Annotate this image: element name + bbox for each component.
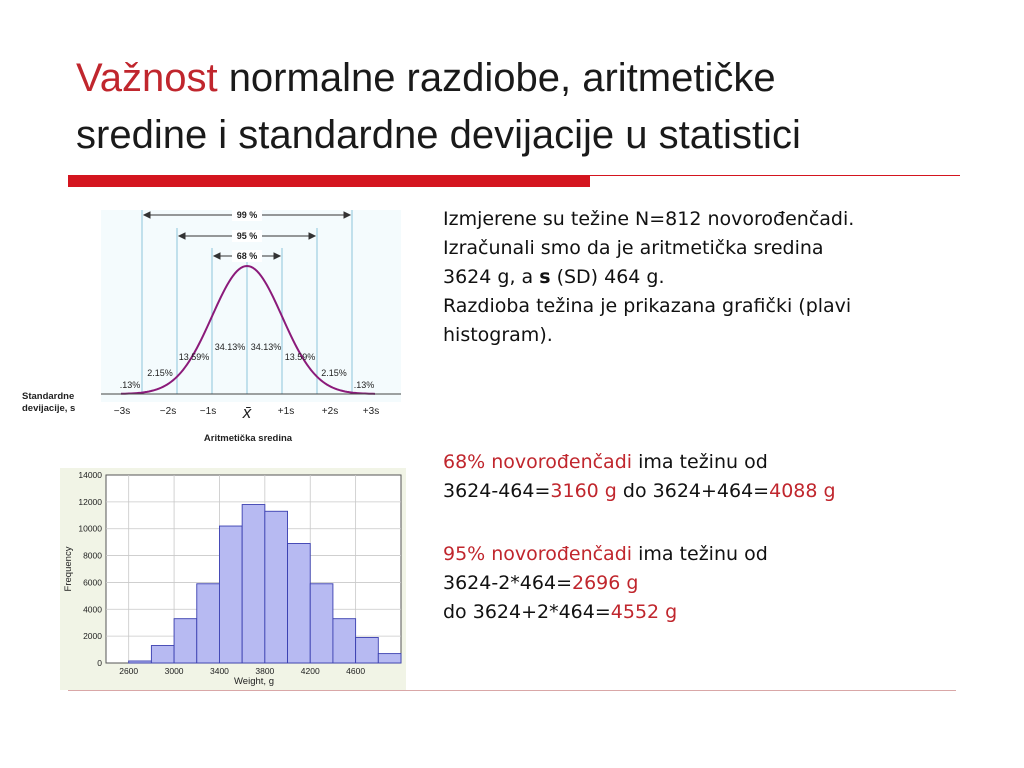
histogram-bar: [265, 511, 288, 663]
info-line: [443, 477, 1003, 506]
info-paragraph-3: [443, 540, 1003, 627]
histogram-x-tick-label: 2600: [119, 666, 139, 676]
info-line: [443, 448, 1003, 477]
info-line: [443, 540, 1003, 569]
sd-symbol: s: [539, 266, 551, 288]
sd-tick-label: −3s: [113, 406, 131, 417]
histogram-bar: [242, 505, 265, 663]
title-line-2: sredine i standardne devijacije u statistici: [76, 113, 801, 157]
mean-symbol: x̄: [242, 403, 252, 422]
info-text: (SD) 464 g.: [550, 266, 665, 288]
normal-distribution-figure: [18, 198, 410, 448]
weight-histogram: [60, 468, 406, 690]
slide-title: [76, 50, 976, 164]
info-text: 3624-2*464=: [443, 572, 572, 594]
histogram-y-tick-label: 8000: [83, 550, 102, 561]
percent-label: 13.59%: [284, 352, 316, 362]
percent-label: 2.15%: [321, 368, 347, 378]
percent-label: 34.13%: [250, 342, 282, 352]
highlight-value: 2696 g: [571, 572, 639, 594]
info-paragraph-1: [443, 205, 1003, 350]
bottom-divider: [68, 690, 956, 691]
histogram-bar: [129, 661, 152, 663]
ylabel-line-1: Standardne: [22, 391, 75, 402]
title-accent: Važnost: [76, 56, 218, 100]
highlight-text: 95% novorođenčadi: [443, 543, 633, 565]
info-text: do 3624+2*464=: [443, 601, 611, 623]
histogram-bar: [356, 637, 379, 663]
highlight-value: 4088 g: [769, 480, 836, 502]
percent-label: .13%: [119, 380, 141, 390]
histogram-y-tick-label: 14000: [78, 470, 102, 480]
histogram-bar: [151, 646, 174, 663]
info-line: [443, 598, 1003, 627]
info-text: do 3624+464=: [616, 480, 770, 502]
histogram-bar: [333, 619, 356, 663]
info-text: ima težinu od: [632, 543, 768, 565]
info-text: ima težinu od: [632, 451, 768, 473]
title-line-1-rest: normalne razdiobe, aritmetičke: [228, 56, 776, 100]
interval-label-95: 95 %: [236, 231, 258, 241]
sd-tick-label: +2s: [321, 406, 339, 417]
highlight-value: 4552 g: [610, 601, 678, 623]
info-line: Izračunali smo da je aritmetička sredina: [443, 237, 824, 259]
sd-tick-label: −2s: [159, 406, 177, 417]
histogram-bar: [174, 619, 197, 663]
histogram-bar: [310, 584, 333, 663]
info-line: [443, 263, 1003, 292]
sd-tick-label: +1s: [277, 406, 295, 417]
percent-label: 2.15%: [147, 368, 173, 378]
percent-label: 13.59%: [178, 352, 210, 362]
histogram-y-tick-label: 0: [97, 658, 102, 668]
histogram-bar: [219, 526, 242, 663]
bell-caption: Aritmetička sredina: [203, 433, 293, 444]
info-line: histogram).: [443, 324, 553, 346]
interval-label-99: 99 %: [236, 210, 258, 220]
histogram-y-tick-label: 6000: [83, 577, 102, 588]
histogram-bar: [197, 584, 220, 663]
title-line-1: [76, 50, 976, 107]
histogram-x-tick-label: 3400: [210, 666, 229, 676]
info-text: 3624 g, a: [443, 266, 540, 288]
histogram-ylabel: Frequency: [63, 546, 74, 592]
info-text: 3624-464=: [443, 480, 551, 502]
title-underline-thin: [590, 175, 960, 176]
percent-label: 34.13%: [214, 342, 246, 352]
histogram-y-tick-label: 12000: [78, 496, 102, 507]
histogram-x-tick-label: 3000: [164, 666, 184, 676]
histogram-y-tick-label: 4000: [83, 604, 102, 615]
highlight-text: 68% novorođenčadi: [443, 451, 633, 473]
title-underline-thick: [68, 175, 590, 187]
histogram-bar: [378, 654, 401, 663]
histogram-xlabel: Weight, g: [234, 676, 274, 687]
sd-tick-label: −1s: [199, 406, 217, 417]
sd-tick-label: +3s: [362, 406, 380, 417]
ylabel-line-2: devijacije, s: [22, 403, 76, 414]
histogram-x-tick-label: 3800: [255, 666, 275, 676]
histogram-x-tick-label: 4600: [346, 666, 366, 676]
interval-label-68: 68 %: [236, 251, 258, 261]
histogram-y-tick-label: 10000: [78, 523, 102, 534]
info-line: Razdioba težina je prikazana grafički (plavi: [443, 295, 852, 317]
highlight-value: 3160 g: [550, 480, 617, 502]
info-line: [443, 569, 1003, 598]
histogram-bar: [288, 543, 311, 663]
info-line: Izmjerene su težine N=812 novorođenčadi.: [443, 208, 855, 230]
percent-label: .13%: [353, 380, 375, 390]
histogram-y-tick-label: 2000: [83, 631, 102, 642]
histogram-x-tick-label: 4200: [300, 666, 320, 676]
info-paragraph-2: [443, 448, 1003, 506]
